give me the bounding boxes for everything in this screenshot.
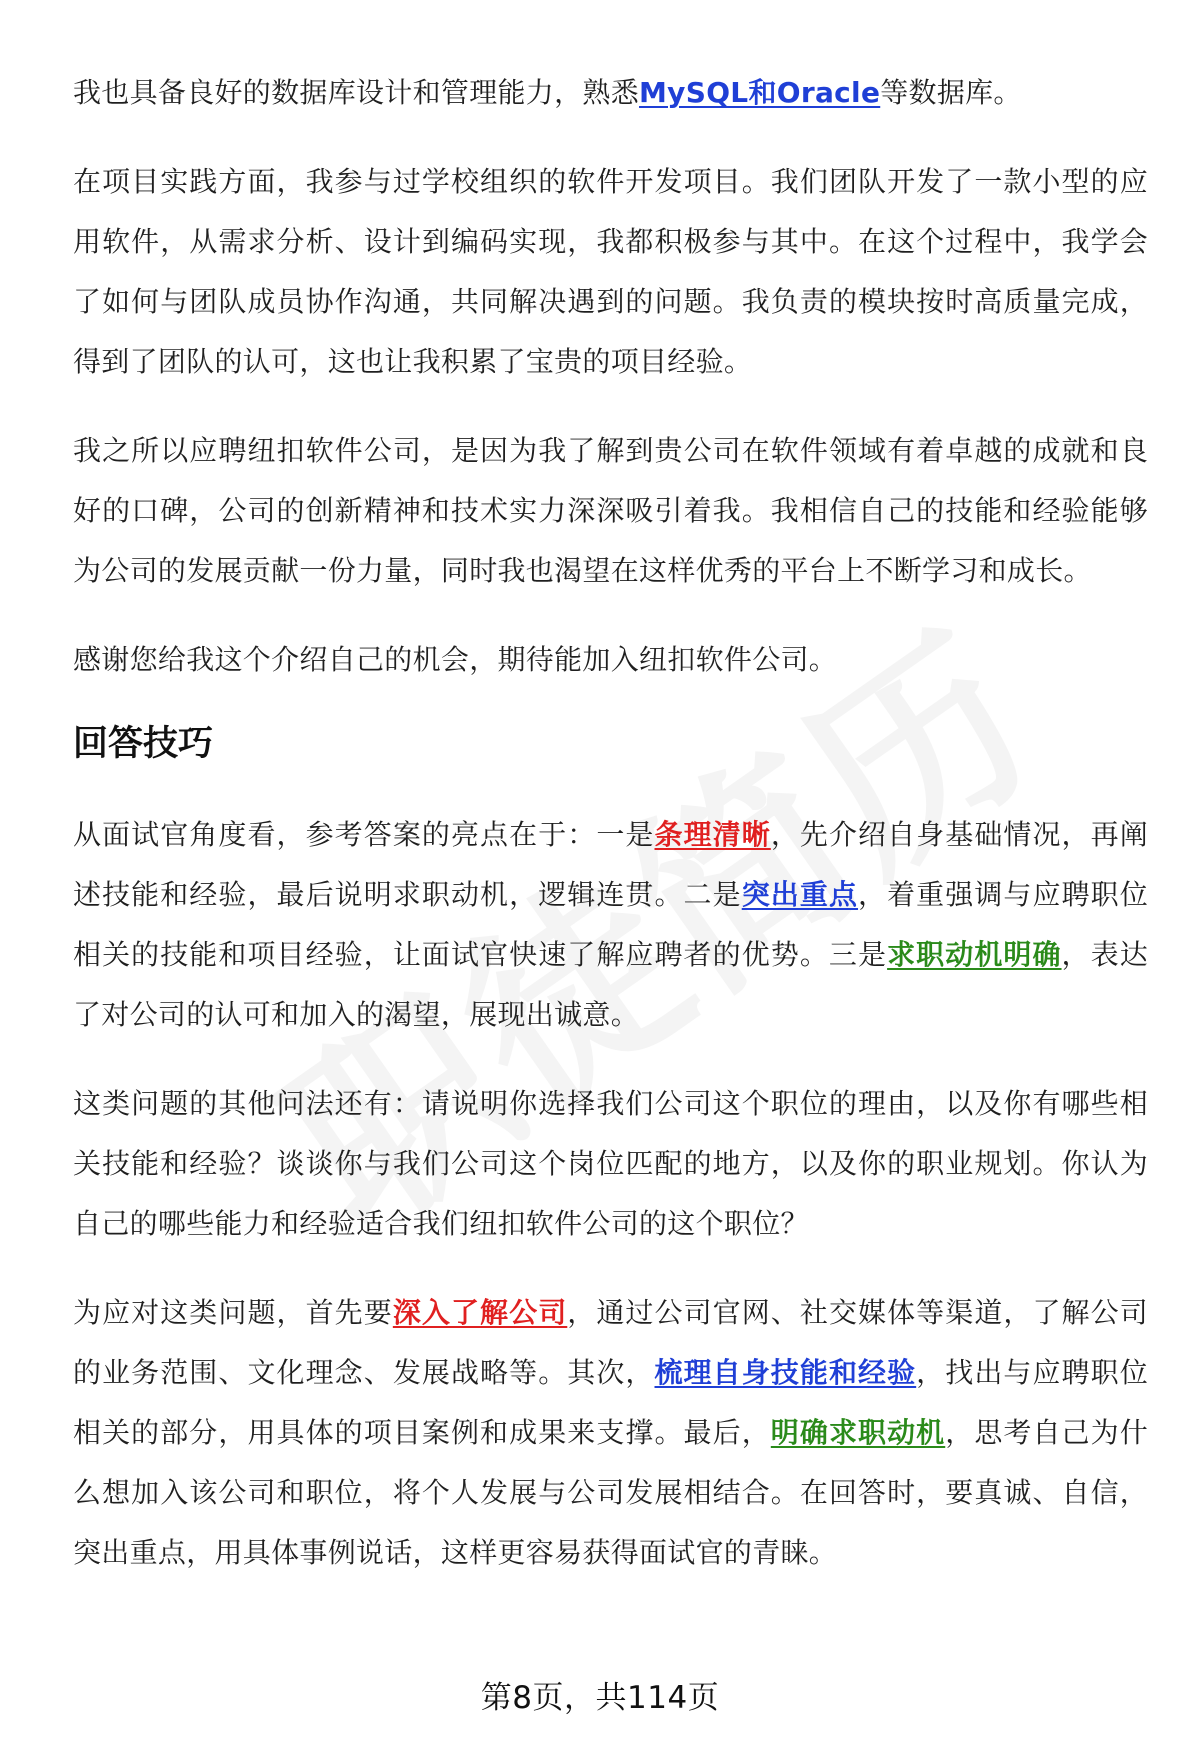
text-run: 我之所以应聘纽扣软件公司，是因为我了解到贵公司在软件领域有着卓越的成就和良好的口碑，公司的创新精神和技术实力深深吸引着我。我相信自己的技能和经验能够为公司的发展贡献一份力量，同时我也渴望在这样优秀的平台上不断学习和成长。 <box>73 434 1148 587</box>
highlight-red: 条理清晰 <box>654 818 771 851</box>
page-number: 第8页，共114页 <box>480 1680 720 1716</box>
highlight-green: 求职动机明确 <box>887 938 1062 971</box>
text-run: 感谢您给我这个介绍自己的机会，期待能加入纽扣软件公司。 <box>73 643 838 676</box>
highlight-green: 明确求职动机 <box>770 1416 946 1449</box>
tips-paragraph-2 <box>73 1074 1148 1254</box>
text-run: 从面试官角度看，参考答案的亮点在于：一是 <box>73 818 655 851</box>
intro-paragraph-2 <box>73 152 1148 392</box>
text-run: ，思考自己为什么想加入该公司和职位，将个人发展与公司发展相结合。在回答时，要真诚、自信，突出重点，用具体事例说话，这样更容易获得面试官的青睐。 <box>73 1416 1148 1569</box>
intro-paragraph-4 <box>73 630 1148 690</box>
text-run: ，先介绍自身基础情况，再阐述技能和经验，最后说明求职动机，逻辑连贯。二是 <box>73 818 1149 911</box>
highlight-blue: MySQL和Oracle <box>639 76 881 109</box>
text-run: ，找出与应聘职位相关的部分，用具体的项目案例和成果来支撑。最后， <box>73 1356 1148 1449</box>
highlight-red: 深入了解公司 <box>392 1296 568 1329</box>
section-heading: 回答技巧 <box>73 724 214 764</box>
text-run: 在项目实践方面，我参与过学校组织的软件开发项目。我们团队开发了一款小型的应用软件，从需求分析、设计到编码实现，我都积极参与其中。在这个过程中，我学会了如何与团队成员协作沟通，共同解决遇到的问题。我负责的模块按时高质量完成，得到了团队的认可，这也让我积累了宝贵的项目经验。 <box>73 165 1148 378</box>
text-run: 等数据库。 <box>880 76 1022 109</box>
intro-paragraph-1 <box>73 63 1148 123</box>
highlight-blue: 突出重点 <box>741 878 859 911</box>
text-run: ，通过公司官网、社交媒体等渠道，了解公司的业务范围、文化理念、发展战略等。其次， <box>73 1296 1148 1389</box>
tips-paragraph-1 <box>73 805 1148 1045</box>
text-run: ，表达了对公司的认可和加入的渴望，展现出诚意。 <box>73 938 1148 1031</box>
page-content <box>73 63 1148 1612</box>
text-run: 我也具备良好的数据库设计和管理能力，熟悉 <box>73 76 640 109</box>
text-run: 为应对这类问题，首先要 <box>73 1296 393 1329</box>
highlight-blue: 梳理自身技能和经验 <box>654 1356 917 1389</box>
intro-paragraph-3 <box>73 421 1148 601</box>
tips-section <box>73 805 1148 1583</box>
text-run: 这类问题的其他问法还有：请说明你选择我们公司这个职位的理由，以及你有哪些相关技能和经验？谈谈你与我们公司这个岗位匹配的地方，以及你的职业规划。你认为自己的哪些能力和经验适合我们纽扣软件公司的这个职位？ <box>73 1087 1148 1240</box>
tips-paragraph-3 <box>73 1283 1148 1583</box>
text-run: ，着重强调与应聘职位相关的技能和项目经验，让面试官快速了解应聘者的优势。三是 <box>73 878 1149 971</box>
intro-section <box>73 63 1148 690</box>
